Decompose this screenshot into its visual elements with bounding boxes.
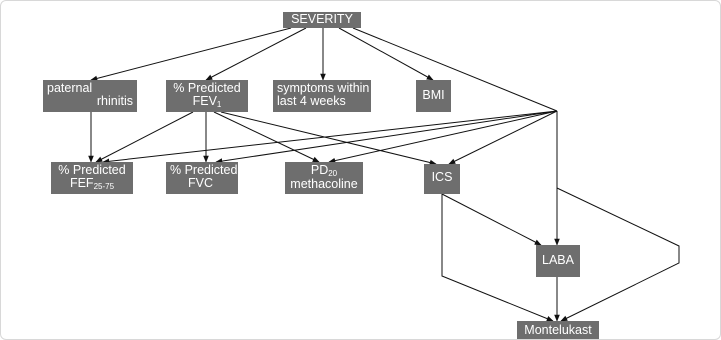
node-montelukast [517,321,599,340]
edge-hub-fef [103,111,557,162]
node-fef-line2 [55,177,129,191]
node-paternal-rhinitis-line1: paternal [47,81,93,95]
node-fvc [166,162,238,194]
node-laba-label: LABA [542,253,574,267]
node-fvc-line2: FVC [188,176,213,190]
edge-severity-paternal-rhinitis [91,28,291,80]
node-fef-sub: 25-75 [93,182,115,191]
node-pd20 [285,162,363,194]
node-ics [424,164,460,194]
node-pd20-main: PD [310,163,329,177]
node-bmi-label: BMI [422,88,445,102]
node-severity [283,12,361,28]
edge-hub-pd20 [329,111,557,162]
edge-severity-fev1 [206,28,306,80]
node-pd20-sub: 20 [328,169,338,178]
node-fev1-sub: 1 [216,100,222,109]
edge-ics-laba [442,194,541,245]
node-pd20-line2: methacoline [290,177,358,191]
edge-fev1-fef [96,112,193,162]
edge-severity-bmi [339,28,433,80]
node-pd20-line1 [289,164,359,178]
node-laba [536,245,580,277]
node-severity-label: SEVERITY [291,12,353,26]
node-fev1-main: FEV [192,94,217,108]
node-montelukast-label: Montelukast [524,323,592,337]
edge-severity-hub [353,28,557,111]
node-ics-label: ICS [431,170,453,184]
node-symptoms [273,80,371,112]
node-fev1-line2 [170,95,244,109]
node-symptoms-line2: last 4 weeks [277,94,346,108]
node-paternal-rhinitis-line2: rhinitis [96,94,133,108]
node-fev1 [166,80,248,112]
node-symptoms-line1: symptoms within [277,81,370,95]
node-fef-line1: % Predicted [58,163,126,177]
node-fev1-line1: % Predicted [173,81,241,95]
node-fvc-line1: % Predicted [170,163,238,177]
node-fef [51,162,133,194]
node-paternal-rhinitis [43,80,137,112]
node-bmi [416,80,451,112]
node-fef-main: FEF [69,176,94,190]
